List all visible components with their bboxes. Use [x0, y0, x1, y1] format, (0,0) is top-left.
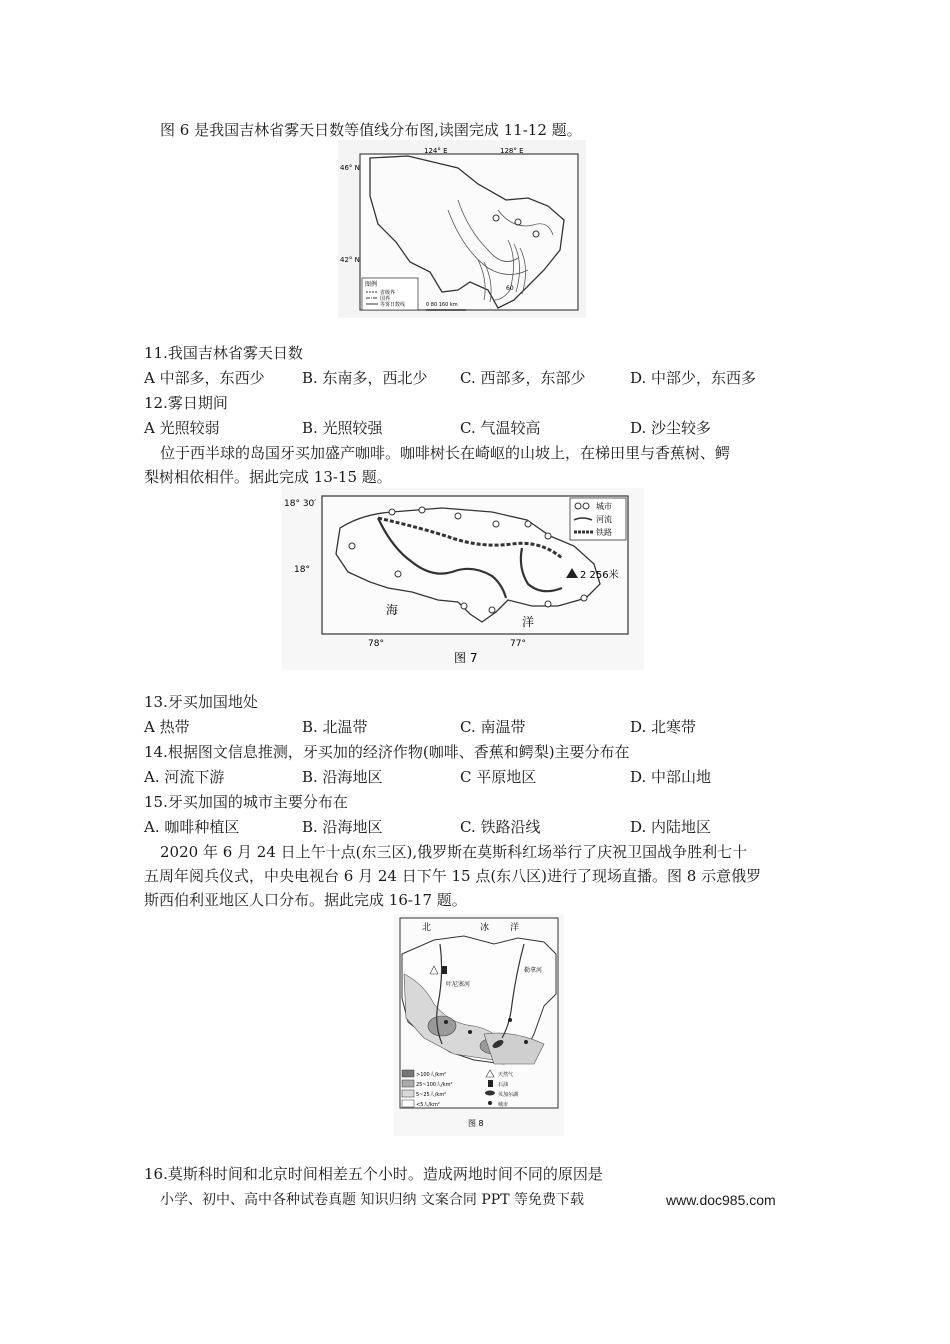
q14-option-d[interactable]: D. 中部山地 [630, 768, 712, 786]
fig6-contour-label: 60 [506, 285, 514, 292]
intro-fig6: 图 6 是我国吉林省雾天日数等值线分布图,读圉完成 11-12 题。 [160, 121, 582, 139]
q11-options [144, 367, 804, 389]
q16-stem: 16.莫斯科时间和北京时间相差五个小时。造成两地时间不同的原因是 [144, 1165, 603, 1183]
footer-text: 小学、初中、高中各种试卷真题 知识归纳 文案合同 PPT 等免费下载 [160, 1192, 584, 1208]
fig6-legend-item: 国界 [380, 296, 391, 302]
figure-6-jilin-fog-map [338, 140, 586, 318]
fig8-legend-density: >100人/km² [416, 1072, 447, 1078]
fig8-river-lena: 勒拿河 [524, 967, 543, 974]
fig7-caption: 图 7 [454, 651, 478, 665]
fig8-legend-density: <5人/km² [416, 1102, 440, 1108]
fig7-legend-river: 河流 [596, 515, 612, 524]
fig6-lon-left: 124° E [424, 147, 448, 155]
figure-8-siberia-population-map [394, 914, 564, 1136]
fig7-peak-elevation: 2 256米 [580, 570, 619, 581]
fig8-legend-density: 25~100人/km² [416, 1082, 453, 1088]
q12-options [144, 417, 804, 439]
q12-option-d[interactable]: D. 沙尘较多 [630, 419, 712, 437]
q13-option-d[interactable]: D. 北寒带 [630, 718, 697, 736]
q13-option-c[interactable]: C. 南温带 [460, 718, 526, 736]
q12-stem: 12.雾日期间 [144, 394, 228, 412]
intro-russia-line2: 五周年阅兵仪式，中央电视台 6 月 24 日下午 15 点(东八区)进行了现场直播。图 8 示意俄罗 [144, 867, 762, 885]
q13-option-a[interactable]: A 热带 [144, 718, 190, 736]
fig6-lon-right: 128° E [500, 147, 524, 155]
fig6-lat-bottom: 42° N [340, 256, 360, 264]
fig7-lon-right: 77° [510, 639, 526, 649]
fig8-ocean-1: 北 [422, 923, 432, 933]
q12-option-a[interactable]: A 光照较弱 [144, 419, 220, 437]
fig8-legend-resource: 石油 [498, 1082, 509, 1088]
fig7-legend-railway: 铁路 [596, 528, 612, 537]
fig8-caption: 图 8 [468, 1119, 484, 1128]
fig7-lat-top: 18° 30′ [284, 499, 317, 509]
fig8-river-yenisei: 叶尼塞河 [446, 981, 471, 988]
q11-option-a[interactable]: A 中部多，东西少 [144, 369, 265, 387]
figure-7-jamaica-map [282, 488, 644, 670]
intro-jamaica-line2: 梨树相依相伴。据此完成 13-15 题。 [144, 468, 392, 486]
fig7-legend-city: 城市 [596, 502, 612, 511]
fig6-scale: 0 80 160 km [426, 302, 458, 308]
fig8-ocean-2: 冰 [480, 923, 490, 933]
q11-stem: 11.我国吉林省雾天日数 [144, 344, 303, 362]
fig8-legend-resource: 贝加尔湖 [498, 1092, 519, 1098]
fig7-lon-left: 78° [368, 639, 384, 649]
q11-option-d[interactable]: D. 中部少，东西多 [630, 369, 757, 387]
q12-option-c[interactable]: C. 气温较高 [460, 419, 541, 437]
q15-options [144, 816, 804, 838]
q14-options [144, 766, 804, 788]
fig8-legend-density: 5~25人/km² [416, 1092, 447, 1098]
fig8-legend-resource: 天然气 [498, 1072, 514, 1078]
q12-option-b[interactable]: B. 光照较强 [302, 419, 383, 437]
fig7-sea-right: 洋 [522, 615, 535, 629]
fig6-legend-item: 省级界 [380, 290, 396, 296]
q15-stem: 15.牙买加国的城市主要分布在 [144, 793, 348, 811]
q13-option-b[interactable]: B. 北温带 [302, 718, 368, 736]
q13-stem: 13.牙买加国地处 [144, 693, 258, 711]
fig6-legend-title: 图例 [365, 281, 378, 288]
fig6-legend-item: 等雾日数线 [380, 302, 406, 308]
q14-stem: 14.根据图文信息推测，牙买加的经济作物(咖啡、香蕉和鳄梨)主要分布在 [144, 743, 630, 761]
q15-option-a[interactable]: A. 咖啡种植区 [144, 818, 240, 836]
q11-option-c[interactable]: C. 西部多，东部少 [460, 369, 586, 387]
fig8-legend-resource: 城市 [498, 1102, 509, 1108]
intro-jamaica-line1: 位于西半球的岛国牙买加盛产咖啡。咖啡树长在崎岖的山坡上，在梯田里与香蕉树、鳄 [160, 444, 731, 462]
q15-option-b[interactable]: B. 沿海地区 [302, 818, 383, 836]
fig6-lat-top: 46° N [340, 164, 360, 172]
q11-option-b[interactable]: B. 东南多，西北少 [302, 369, 428, 387]
q14-option-b[interactable]: B. 沿海地区 [302, 768, 383, 786]
intro-russia-line3: 斯西伯利亚地区人口分布。据此完成 16-17 题。 [144, 891, 467, 909]
q15-option-c[interactable]: C. 铁路沿线 [460, 818, 541, 836]
q13-options [144, 716, 804, 738]
q15-option-d[interactable]: D. 内陆地区 [630, 818, 712, 836]
fig7-sea-left: 海 [386, 603, 399, 617]
fig7-lat-mid: 18° [294, 565, 310, 575]
q14-option-c[interactable]: C 平原地区 [460, 768, 537, 786]
q14-option-a[interactable]: A. 河流下游 [144, 768, 225, 786]
fig8-ocean-3: 洋 [510, 923, 520, 933]
footer-url[interactable]: www.doc985.com [666, 1192, 776, 1208]
intro-russia-line1: 2020 年 6 月 24 日上午十点(东三区),俄罗斯在莫斯科红场举行了庆祝卫国战争胜利七十 [160, 843, 748, 861]
